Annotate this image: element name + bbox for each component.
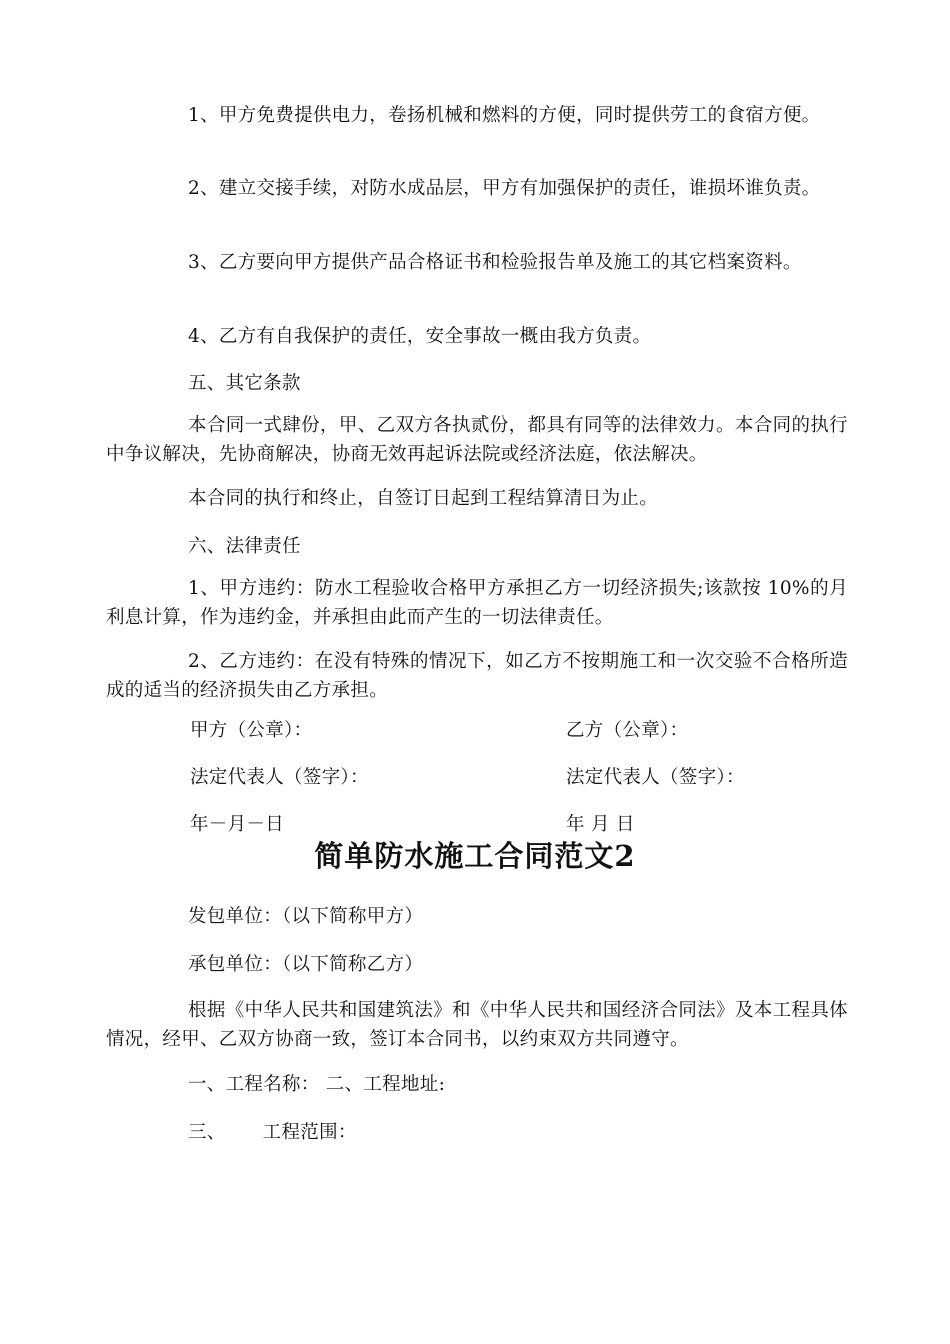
clause-handover-procedure: 2、建立交接手续，对防水成品层，甲方有加强保护的责任，谁损坏谁负责。 bbox=[188, 178, 821, 199]
contract2-project-name-address: 一、工程名称： 二、工程地址: bbox=[188, 1074, 446, 1095]
clause-party-a-supplies: 1、甲方免费提供电力，卷扬机械和燃料的方便，同时提供劳工的食宿方便。 bbox=[188, 105, 821, 126]
section-heading-legal-liability: 六、法律责任 bbox=[188, 536, 301, 557]
signature-party-a-date: 年－月－日 bbox=[190, 814, 285, 835]
signature-party-b-date: 年 月 日 bbox=[566, 814, 635, 835]
clause-copies-disputes: 本合同一式肆份，甲、乙双方各执贰份，都具有同等的法律效力。本合同的执行中争议解决，先协商解决，协商无效再起诉法院或经济法庭，依法解决。 bbox=[106, 415, 848, 465]
contract2-project-scope: 三、 工程范围： bbox=[188, 1122, 357, 1143]
signature-party-a-rep: 法定代表人（签字）： bbox=[190, 767, 369, 788]
clause-self-protection: 4、乙方有自我保护的责任，安全事故一概由我方负责。 bbox=[188, 326, 652, 347]
clause-certificates: 3、乙方要向甲方提供产品合格证书和检验报告单及施工的其它档案资料。 bbox=[188, 252, 802, 273]
signature-party-a-seal: 甲方（公章）： bbox=[190, 720, 313, 741]
contract2-employer: 发包单位：（以下简称甲方） bbox=[188, 906, 424, 927]
clause-party-b-breach: 2、乙方违约：在没有特殊的情况下，如乙方不按期施工和一次交验不合格所造成的适当的经济损失由乙方承担。 bbox=[106, 651, 848, 701]
clause-term: 本合同的执行和终止，自签订日起到工程结算清日为止。 bbox=[188, 488, 659, 509]
contract2-contractor: 承包单位：（以下简称乙方） bbox=[188, 954, 424, 975]
clause-party-a-breach: 1、甲方违约：防水工程验收合格甲方承担乙方一切经济损失;该款按 10%的月利息计算，作为违约金，并承担由此而产生的一切法律责任。 bbox=[106, 578, 848, 628]
signature-party-b-seal: 乙方（公章）： bbox=[566, 720, 689, 741]
contract2-title: 简单防水施工合同范文2 bbox=[314, 839, 636, 873]
section-heading-other-terms: 五、其它条款 bbox=[188, 373, 301, 394]
signature-party-b-rep: 法定代表人（签字）： bbox=[566, 767, 745, 788]
contract2-preamble: 根据《中华人民共和国建筑法》和《中华人民共和国经济合同法》及本工程具体情况，经甲、乙双方协商一致，签订本合同书，以约束双方共同遵守。 bbox=[106, 1000, 848, 1050]
